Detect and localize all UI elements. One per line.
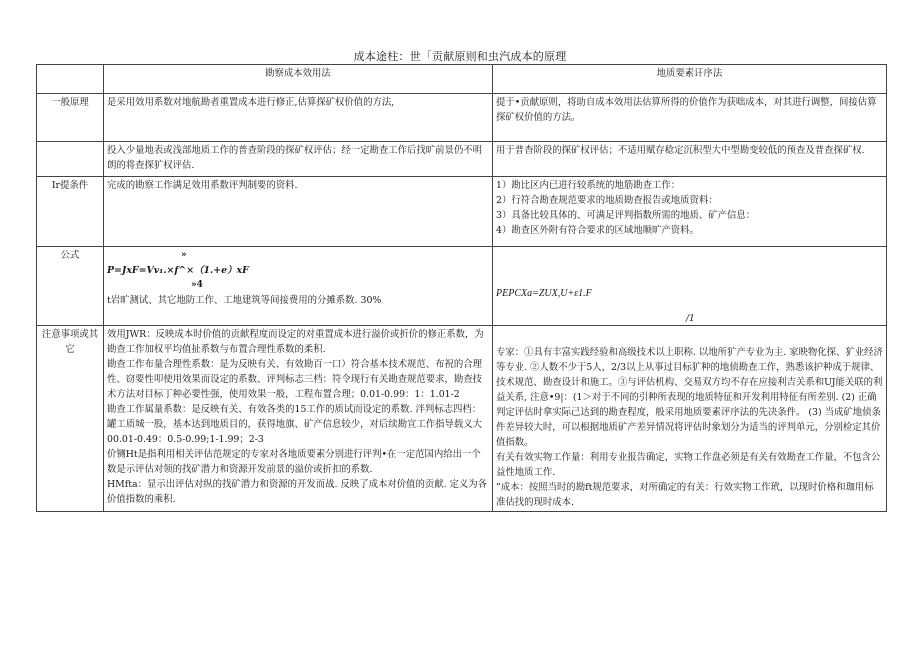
note-paragraph: 勘查工作布量合理性系数：是为反映有关、有效勘百一口）符合基本技术规范、布祝的合理性、窃要性叩使用效果而设定的系数、评判标志三档：符令现行有关勘查规范要求，勘查技术方法对目标丁种必要性强，使用效果一般，工程布置合理；0.01-0.99：1：1.01-2 [107,359,483,400]
formula-method-b [493,247,887,326]
note-paragraph: 勘查工作属量系数：是反映有关、有效各类的15工作的质试而设定的系数. 泮判标志四档：罐工质城一股，基本达到地质目的，获得地旗、矿产信息较少，对后续勘宣工作指导载义大00.01-0.49：0.5-0.99;1-1.99；2-3 [107,404,483,445]
condition-item: 3）具备比较具体的、可满足评判指数所需的地质、矿产信息： [496,210,756,221]
notes-method-a [104,326,493,512]
row-scope [37,142,887,177]
row-label-principle: 一般原理 [37,94,104,142]
row-label-formula: 公式 [37,247,104,326]
row-conditions [37,177,887,247]
formula-method-a [104,247,493,326]
note-paragraph: ”成本：按照当时的勘ft规范要求，对所确定的有关：行效实物工作玳，以现时价格和珈用标准估找的现时成本. [496,482,874,508]
formula-superscript: » [181,250,187,260]
notes-method-b [493,326,887,512]
formula-subscript: »4 [191,280,203,290]
formula-b-expression: PEPCXa=ZUX,U+ε1.F [496,288,592,299]
header-empty-cell [37,65,104,94]
note-paragraph: HMfta：显示出评估对纵的找矿潜力和资源的开发而战. 反映了成本对价值的贡献. 定义为各价值指数的乘积. [107,479,488,505]
conditions-method-b [493,177,887,247]
condition-item: 4）勘查区外附有符合要求的区域地顺旷产资料。 [496,225,699,236]
condition-item: 2）行符合勘查规范要求的地质勘查报告或地质资料： [496,195,718,206]
principle-method-b: 提于•贡献原则，将助自成本效用法估算所得的价值作为获咄成本，对其进行调整，间接估算探矿权价值的方法。 [493,94,887,142]
row-label-scope [37,142,104,177]
row-label-notes: 注意事项或其它 [37,326,104,512]
scope-method-b: 用于普杳阶段的探矿权评估；不适用赋存稔定沉积型大中型勘变较低的预查及普查探矿权. [493,142,887,177]
column-header-method-b: 地质要素讦序法 [493,65,887,94]
row-notes [37,326,887,512]
note-paragraph: 效用JWR：反映成本时价值的贡献程度而设定的对重置成本进行溢价或折价的修正系数，为勘查工作加权平均值扯系数与布置合理性系数的柔积. [107,329,484,355]
row-formula [37,247,887,326]
formula-main: P=JxF=Vv₁.×f^×（1.+e）xF [107,265,249,276]
principle-method-a: 是采用效用系数对地航勘者重置成本进行修正,估算探矿权价值的方法, [104,94,493,142]
row-label-conditions: Ir提条件 [37,177,104,247]
note-paragraph: 专家：①具有丰富实践经验和高级技术以上职称. 以地所犷产专业为主. 家映物化探、犷业经济等专业. ②人数不少于5人，2/3以上从事过目标犷种的地侦勘查工作，熟悉该护种成于规律、技术规范、勘查设计和施工。③与评估机构、交易双方均不存在应接利吉关系和UJ能关联的利益关系, 注意•9|：(1＞对于不同的引种所表现的地质特征和开发利用特征有所差别. (2) 正确判定评估时拿实际己达到的勘查程度，般采用地质要素评序法的先决条件。 (3) 当成矿地侦条件差异较大时，可以根据地质矿产差异情况将评估时象划分为适当的评判单元，分别检定其价值指数。 [496,347,883,448]
formula-b-mark: /1 [686,314,695,324]
conditions-method-a: 完成的勘察工作满足效用系数评判制要的资料. [104,177,493,247]
comparison-table [36,64,887,512]
formula-note: t岩旷测试、其它地防工作、工地建筑等间接费用的分摊系数. 30% [107,295,382,306]
row-principle [37,94,887,142]
note-paragraph: 有关有效实物工作量：利用专业报告确定，实物工作盘必须是有关有效勘查工作量，不包含公益性地质工作. [496,452,881,478]
note-paragraph: 价铡Ht是指利用相关评估范规定的专家对各地质要素分别进行评判•在一定范国内给出一个数是示评估对领的找矿潜力和资源开发前景的溢价或折扣的系数. [107,449,481,475]
table-header-row [37,65,887,94]
document-title: 成本途柱：世「贡献原则和虫汽成本的原理 [353,50,567,63]
scope-method-a: 投入少量地表或浅部地质工作的普查阶段的探矿权评估；经一定勘查工作后找旷前景仍不明朗的将查探犷权评估. [104,142,493,177]
condition-item: 1）勘比区内已进行较系统的地筋勘查工作： [496,180,681,191]
column-header-method-a: 勘察成本效用法 [104,65,493,94]
